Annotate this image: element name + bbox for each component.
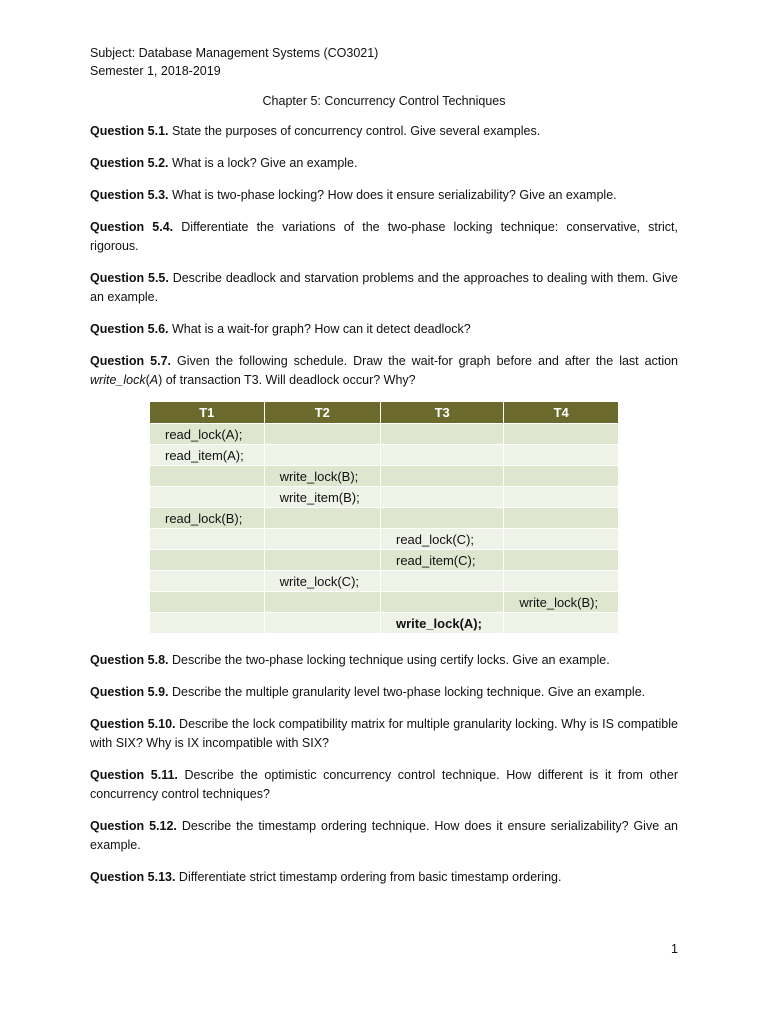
- schedule-cell: [150, 613, 264, 634]
- question-5-5: [90, 269, 678, 307]
- document-content: [90, 44, 678, 900]
- schedule-header-t2: T2: [264, 402, 380, 424]
- question-5-11: [90, 766, 678, 804]
- schedule-row: [150, 550, 618, 571]
- schedule-cell: read_item(A);: [150, 445, 264, 466]
- schedule-header-row: [150, 402, 618, 424]
- question-5-1: [90, 122, 678, 141]
- schedule-cell: write_lock(A);: [380, 613, 503, 634]
- schedule-cell: [380, 592, 503, 613]
- schedule-cell: [504, 613, 618, 634]
- question-text: What is a lock? Give an example.: [168, 156, 358, 170]
- question-text: Given the following schedule. Draw the wait-for graph before and after the last action: [171, 354, 678, 368]
- schedule-cell: [504, 445, 618, 466]
- schedule-cell: write_item(B);: [264, 487, 380, 508]
- schedule-cell: [264, 445, 380, 466]
- schedule-table: [150, 402, 618, 633]
- question-text: ) of transaction T3. Will deadlock occur? Why?: [158, 373, 416, 387]
- schedule-row: [150, 445, 618, 466]
- question-label: Question 5.12.: [90, 819, 177, 833]
- question-5-8: [90, 651, 678, 670]
- page-number: 1: [671, 942, 678, 956]
- schedule-cell: [264, 550, 380, 571]
- schedule-cell: write_lock(B);: [504, 592, 618, 613]
- question-5-4: [90, 218, 678, 256]
- question-label: Question 5.3.: [90, 188, 169, 202]
- schedule-cell: [264, 613, 380, 634]
- schedule-row: [150, 571, 618, 592]
- question-text: Describe the timestamp ordering technique. How does it ensure serializability? Give an example.: [90, 819, 678, 852]
- question-text: Differentiate the variations of the two-phase locking technique: conservative, strict, rigorous.: [90, 220, 679, 253]
- question-text-italic: write_lock: [90, 373, 146, 387]
- question-text: Describe the optimistic concurrency control technique. How different is it from other concurrency control techniques?: [90, 768, 678, 801]
- schedule-cell: [504, 466, 618, 487]
- schedule-cell: [150, 550, 264, 571]
- schedule-cell: [380, 445, 503, 466]
- schedule-cell: [380, 508, 503, 529]
- schedule-cell: [150, 592, 264, 613]
- semester-line: Semester 1, 2018-2019: [90, 64, 221, 78]
- question-text: Differentiate strict timestamp ordering from basic timestamp ordering.: [175, 870, 562, 884]
- question-text: Describe the multiple granularity level two-phase locking technique. Give an example.: [168, 685, 646, 699]
- schedule-cell: [504, 550, 618, 571]
- schedule-cell: [504, 529, 618, 550]
- question-5-2: [90, 154, 678, 173]
- question-5-7: [90, 352, 678, 390]
- question-text: What is a wait-for graph? How can it detect deadlock?: [168, 322, 471, 336]
- schedule-cell: [264, 592, 380, 613]
- schedule-cell: [150, 571, 264, 592]
- schedule-cell: [380, 571, 503, 592]
- schedule-cell: [504, 571, 618, 592]
- question-label: Question 5.11.: [90, 768, 178, 782]
- question-label: Question 5.13.: [90, 870, 176, 884]
- question-label: Question 5.6.: [90, 322, 169, 336]
- schedule-cell: [264, 424, 380, 445]
- question-text: What is two-phase locking? How does it ensure serializability? Give an example.: [168, 188, 617, 202]
- schedule-header-t4: T4: [504, 402, 618, 424]
- question-5-12: [90, 817, 678, 855]
- schedule-cell: read_lock(A);: [150, 424, 264, 445]
- schedule-row: [150, 529, 618, 550]
- schedule-cell: write_lock(B);: [264, 466, 380, 487]
- schedule-row: [150, 508, 618, 529]
- question-label: Question 5.5.: [90, 271, 169, 285]
- question-label: Question 5.9.: [90, 685, 169, 699]
- schedule-cell: [380, 466, 503, 487]
- chapter-title: Chapter 5: Concurrency Control Techniques: [262, 94, 506, 108]
- question-text: Describe the two-phase locking technique using certify locks. Give an example.: [168, 653, 610, 667]
- schedule-cell: [264, 508, 380, 529]
- question-5-13: [90, 868, 678, 887]
- schedule-row: [150, 466, 618, 487]
- schedule-cell: [504, 487, 618, 508]
- schedule-cell: [264, 529, 380, 550]
- subject-line: Subject: Database Management Systems (CO3021): [90, 46, 379, 60]
- question-text: Describe the lock compatibility matrix for multiple granularity locking. Why is IS compatible with SIX? Why is IX incompatible with SIX?: [90, 717, 678, 750]
- schedule-row: [150, 613, 618, 634]
- schedule-cell: [150, 466, 264, 487]
- schedule-cell: [504, 424, 618, 445]
- schedule-cell: read_lock(C);: [380, 529, 503, 550]
- schedule-row: [150, 487, 618, 508]
- question-text: State the purposes of concurrency control. Give several examples.: [168, 124, 541, 138]
- schedule-cell: read_item(C);: [380, 550, 503, 571]
- schedule-cell: read_lock(B);: [150, 508, 264, 529]
- question-text: Describe deadlock and starvation problems and the approaches to dealing with them. Give an example.: [90, 271, 678, 304]
- schedule-header-t1: T1: [150, 402, 264, 424]
- question-text-italic: A: [149, 373, 159, 387]
- schedule-header-t3: T3: [380, 402, 503, 424]
- question-label: Question 5.8.: [90, 653, 169, 667]
- schedule-cell: [504, 508, 618, 529]
- schedule-cell: [380, 424, 503, 445]
- schedule-row: [150, 424, 618, 445]
- schedule-cell: [150, 529, 264, 550]
- question-text: (: [145, 373, 150, 387]
- schedule-cell: [150, 487, 264, 508]
- schedule-cell: write_lock(C);: [264, 571, 380, 592]
- question-5-3: [90, 186, 678, 205]
- question-label: Question 5.2.: [90, 156, 169, 170]
- question-label: Question 5.1.: [90, 124, 169, 138]
- question-5-9: [90, 683, 678, 702]
- question-label: Question 5.4.: [90, 220, 174, 234]
- question-5-10: [90, 715, 678, 753]
- question-5-6: [90, 320, 678, 339]
- question-label: Question 5.10.: [90, 717, 176, 731]
- schedule-row: [150, 592, 618, 613]
- question-label: Question 5.7.: [90, 354, 172, 368]
- schedule-cell: [380, 487, 503, 508]
